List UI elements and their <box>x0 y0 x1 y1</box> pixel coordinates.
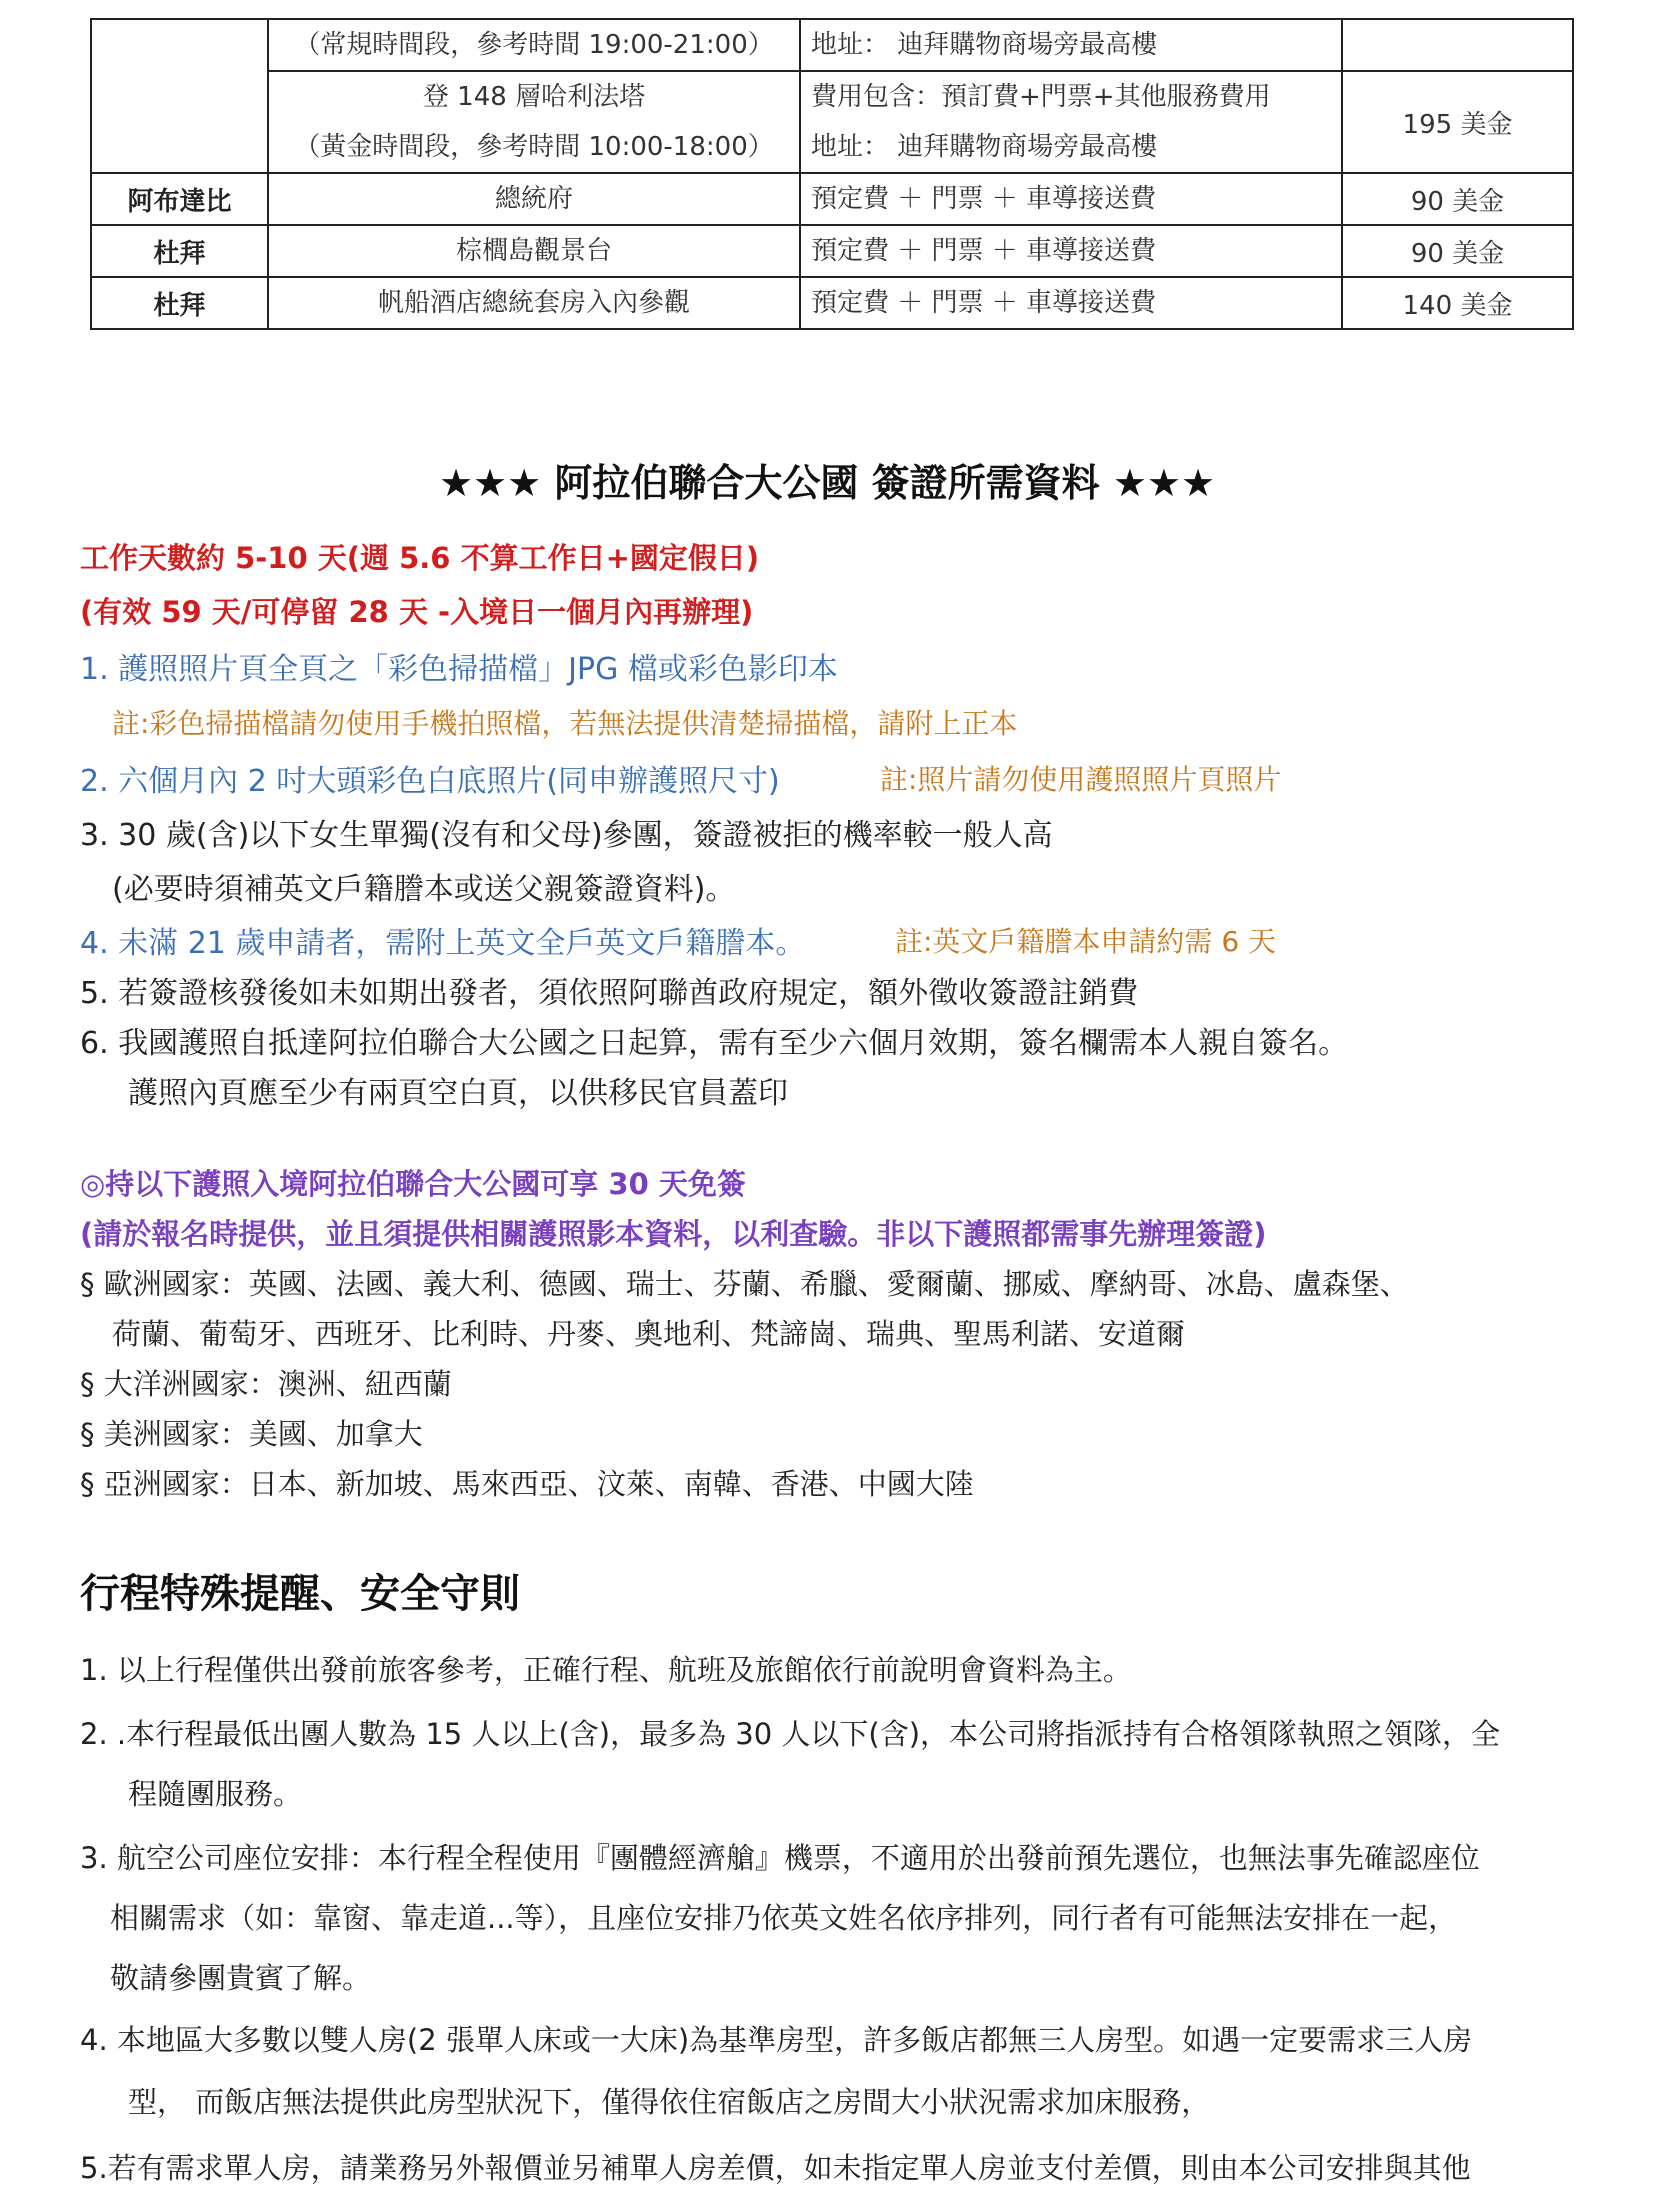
reminder-4-cont: 型， 而飯店無法提供此房型狀況下，僅得依住宿飯店之房間大小狀況需求加床服務， <box>128 2085 1211 2119</box>
fee-item-cell <box>268 19 800 71</box>
visa-item-6-cont: 護照內頁應至少有兩頁空白頁，以供移民官員蓋印 <box>128 1076 788 1111</box>
visa-item-3: 3. 30 歲(含)以下女生單獨(沒有和父母)參團，簽證被拒的機率較一般人高 <box>80 818 1053 853</box>
visa-free-oceania: § 大洋洲國家：澳洲、紐西蘭 <box>80 1367 452 1401</box>
fee-item-cell <box>268 277 800 329</box>
fee-item-cell <box>268 71 800 173</box>
visa-free-asia: § 亞洲國家：日本、新加坡、馬來西亞、汶萊、南韓、香港、中國大陸 <box>80 1467 974 1501</box>
visa-item-1: 1. 護照照片頁全頁之「彩色掃描檔」JPG 檔或彩色影印本 <box>80 652 838 687</box>
fee-table-row <box>91 71 1573 173</box>
fee-item-cell <box>268 173 800 225</box>
visa-item-4: 4. 未滿 21 歲申請者，需附上英文全戶英文戶籍謄本。 <box>80 926 806 961</box>
fee-table-row <box>91 225 1573 277</box>
visa-item-1-note: 註:彩色掃描檔請勿使用手機拍照檔，若無法提供清楚掃描檔，請附上正本 <box>112 707 1018 740</box>
fee-table-row <box>91 173 1573 225</box>
visa-free-heading: ◎持以下護照入境阿拉伯聯合大公國可享 30 天免簽 <box>80 1167 746 1201</box>
reminder-4: 4. 本地區大多數以雙人房(2 張單人床或一大床)為基準房型，許多飯店都無三人房型。如遇一定要需求三人房 <box>80 2023 1473 2057</box>
fee-table-row <box>91 19 1573 71</box>
visa-item-6: 6. 我國護照自抵達阿拉伯聯合大公國之日起算，需有至少六個月效期，簽名欄需本人親自簽名。 <box>80 1026 1349 1061</box>
fee-desc-line: 地址： 迪拜購物商場旁最高樓 <box>811 132 1158 162</box>
fee-desc-cell <box>800 225 1342 277</box>
fee-item-line: 帆船酒店總統套房入內參觀 <box>377 288 690 318</box>
fee-table <box>90 18 1574 330</box>
visa-item-2-note: 註:照片請勿使用護照照片頁照片 <box>880 763 1282 796</box>
fee-price-cell: 90 美金 <box>1342 173 1573 225</box>
fee-desc-line: 預定費 ＋ 門票 ＋ 車導接送費 <box>811 184 1157 214</box>
fee-item-line: 棕櫚島觀景台 <box>455 236 612 266</box>
fee-desc-cell <box>800 19 1342 71</box>
fee-item-line: （常規時間段，參考時間 19:00-21:00） <box>294 30 774 60</box>
fee-city-cell: 杜拜 <box>91 277 268 329</box>
visa-free-subheading: (請於報名時提供，並且須提供相關護照影本資料，以利查驗。非以下護照都需事先辦理簽證) <box>80 1217 1267 1251</box>
reminder-3-cont1: 相關需求（如：靠窗、靠走道...等），且座位安排乃依英文姓名依序排列，同行者有可能無法安排在一起， <box>110 1901 1458 1935</box>
fee-price-cell: 195 美金 <box>1342 71 1573 173</box>
fee-item-line: （黃金時間段，參考時間 10:00-18:00） <box>294 132 774 162</box>
reminder-1: 1. 以上行程僅供出發前旅客參考，正確行程、航班及旅館依行前說明會資料為主。 <box>80 1653 1132 1687</box>
validity-note: (有效 59 天/可停留 28 天 -入境日一個月內再辦理) <box>80 595 754 629</box>
fee-city-cell <box>91 19 268 71</box>
fee-item-line: 總統府 <box>494 184 573 214</box>
visa-free-europe-cont: 荷蘭、葡萄牙、西班牙、比利時、丹麥、奧地利、梵諦崗、瑞典、聖馬利諾、安道爾 <box>112 1317 1186 1351</box>
visa-item-3-cont: (必要時須補英文戶籍謄本或送父親簽證資料)。 <box>112 872 736 907</box>
reminder-3: 3. 航空公司座位安排：本行程全程使用『團體經濟艙』機票，不適用於出發前預先選位，也無法事先確認座位 <box>80 1841 1480 1875</box>
visa-free-europe: § 歐洲國家：英國、法國、義大利、德國、瑞士、芬蘭、希臘、愛爾蘭、挪威、摩納哥、冰島、盧森堡、 <box>80 1267 1409 1301</box>
visa-title: ★★★ 阿拉伯聯合大公國 簽證所需資料 ★★★ <box>438 461 1216 505</box>
reminder-2: 2. .本行程最低出團人數為 15 人以上(含)，最多為 30 人以下(含)，本公司將指派持有合格領隊執照之領隊，全 <box>80 1717 1501 1751</box>
fee-desc-cell <box>800 173 1342 225</box>
reminder-2-cont: 程隨團服務。 <box>128 1777 303 1811</box>
fee-price-cell <box>1342 19 1573 71</box>
visa-item-5: 5. 若簽證核發後如未如期出發者，須依照阿聯酋政府規定，額外徵收簽證註銷費 <box>80 976 1139 1011</box>
reminder-5: 5.若有需求單人房，請業務另外報價並另補單人房差價，如未指定單人房並支付差價，則由本公司安排與其他 <box>80 2151 1471 2185</box>
visa-item-2: 2. 六個月內 2 吋大頭彩色白底照片(同申辦護照尺寸) <box>80 764 780 799</box>
fee-desc-line: 預定費 ＋ 門票 ＋ 車導接送費 <box>811 236 1157 266</box>
fee-desc-line: 預定費 ＋ 門票 ＋ 車導接送費 <box>811 288 1157 318</box>
fee-price-cell: 90 美金 <box>1342 225 1573 277</box>
fee-table-row <box>91 277 1573 329</box>
visa-item-4-note: 註:英文戶籍謄本申請約需 6 天 <box>895 925 1277 958</box>
fee-desc-line: 地址： 迪拜購物商場旁最高樓 <box>811 30 1158 60</box>
reminders-heading: 行程特殊提醒、安全守則 <box>80 1571 520 1617</box>
fee-item-cell <box>268 225 800 277</box>
fee-desc-cell <box>800 71 1342 173</box>
fee-desc-line: 費用包含：預訂費+門票+其他服務費用 <box>811 82 1271 112</box>
visa-free-americas: § 美洲國家：美國、加拿大 <box>80 1417 423 1451</box>
working-days: 工作天數約 5-10 天(週 5.6 不算工作日+國定假日) <box>80 541 760 575</box>
fee-item-line: 登 148 層哈利法塔 <box>422 82 646 112</box>
fee-city-cell: 杜拜 <box>91 225 268 277</box>
fee-city-cell: 阿布達比 <box>91 173 268 225</box>
fee-desc-cell <box>800 277 1342 329</box>
fee-price-cell: 140 美金 <box>1342 277 1573 329</box>
reminder-3-cont2: 敬請參團貴賓了解。 <box>110 1961 372 1995</box>
fee-city-cell <box>91 71 268 173</box>
